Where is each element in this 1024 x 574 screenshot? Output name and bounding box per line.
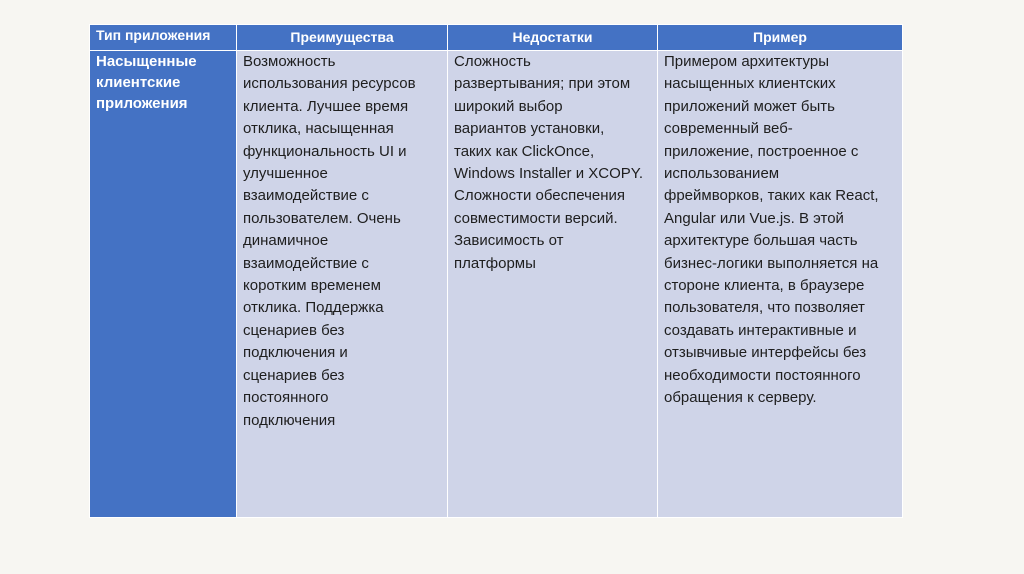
disadvantages-text: Сложность развертывания; при этом широкий выбор вариантов установки, таких как ClickOnce, Windows Installer и XCOPY. Сложности обеспечения совместимости версий. Зависимость от платформы	[454, 53, 644, 272]
app-type-text: Насыщенные клиентские приложения	[96, 53, 197, 112]
example-text: Примером архитектуры насыщенных клиентских приложений может быть современный веб- приложение, построенное с использованием фреймворков, таких как React, Angular или Vue.js. В этой архитектуре большая часть бизнес-логики выполняется на стороне клиента, в браузере пользователя, что позволяет создавать интерактивные и отзывчивые интерфейсы без необходимости постоянного обращения к серверу.	[664, 53, 879, 407]
cell-disadvantages	[448, 51, 658, 518]
table-header-row	[90, 25, 903, 51]
header-example: Пример	[658, 25, 903, 51]
header-advantages: Преимущества	[237, 25, 448, 51]
header-disadvantages: Недостатки	[448, 25, 658, 51]
cell-example	[658, 51, 903, 518]
table-row	[90, 51, 903, 518]
comparison-table	[89, 24, 903, 518]
advantages-text: Возможность использования ресурсов клиента. Лучшее время отклика, насыщенная функциональность UI и улучшенное взаимодействие с пользователем. Очень динамичное взаимодействие с коротким временем отклика. Поддержка сценариев без подключения и сценариев без постоянного подключения	[243, 53, 416, 429]
cell-advantages	[237, 51, 448, 518]
cell-app-type	[90, 51, 237, 518]
header-app-type: Тип приложения	[90, 25, 237, 51]
